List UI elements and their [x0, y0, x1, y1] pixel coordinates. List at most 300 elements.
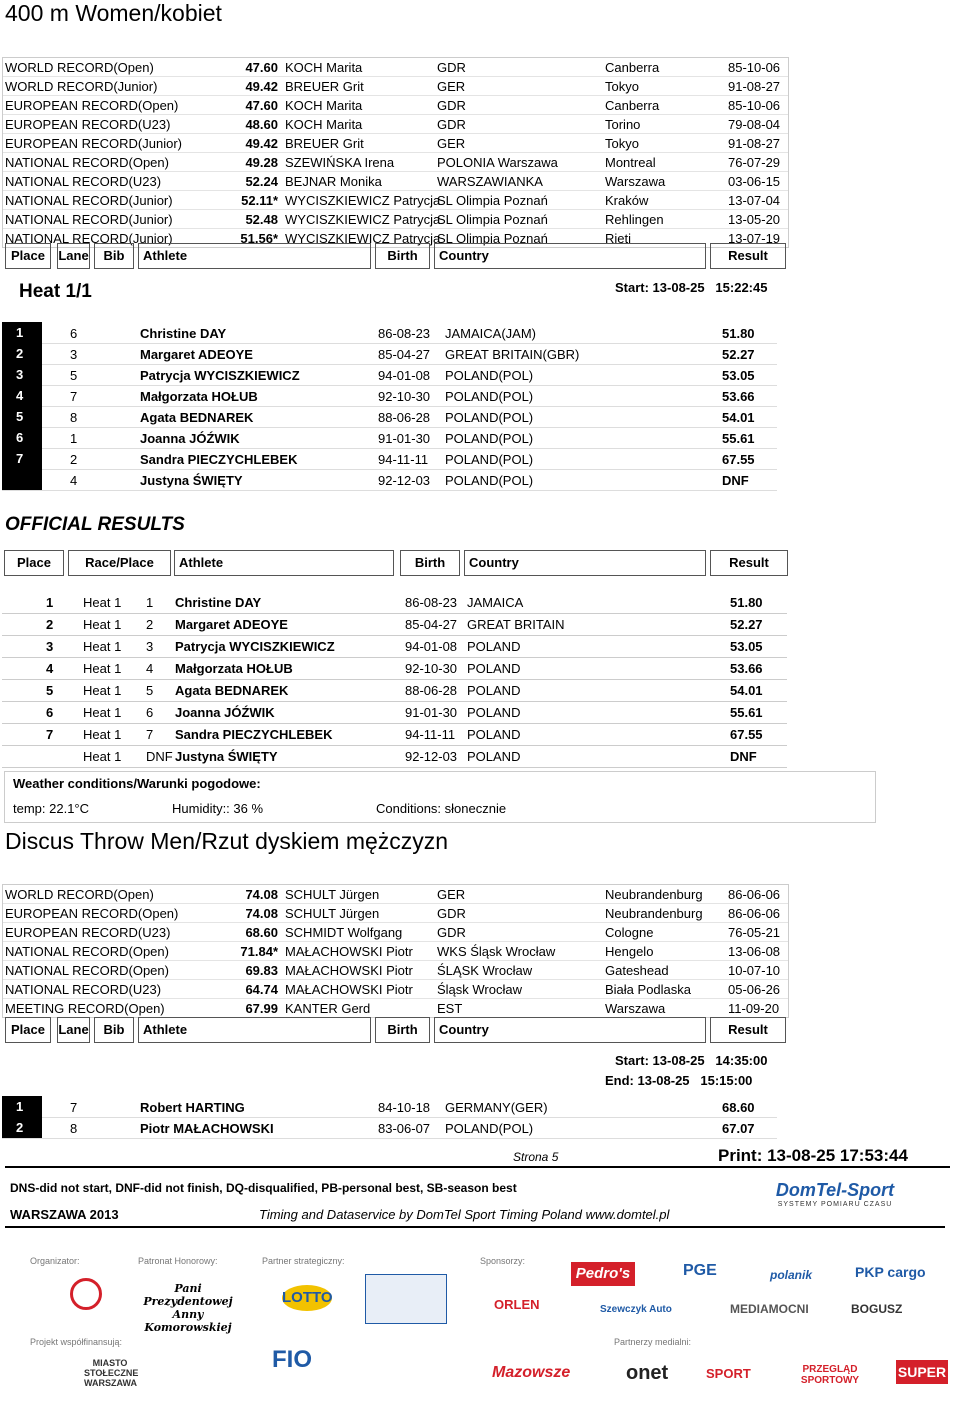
- weather-conditions: Conditions: słonecznie: [376, 801, 507, 816]
- record-result: 52.48: [245, 212, 278, 227]
- result-value: 55.61: [722, 431, 755, 446]
- record-athlete: WYCISZKIEWICZ Patrycja: [285, 231, 441, 246]
- result-athlete: Robert HARTING: [140, 1100, 245, 1115]
- record-name: NATIONAL RECORD(Open): [5, 155, 169, 170]
- record-athlete: BREUER Grit: [285, 136, 364, 151]
- record-place: Cologne: [605, 925, 654, 940]
- official-race-place: 6: [146, 705, 154, 720]
- fio-logo: FIO: [272, 1346, 312, 1373]
- header-athlete: Athlete: [174, 550, 394, 576]
- weather-box: [4, 771, 876, 823]
- record-name: MEETING RECORD(Open): [5, 1001, 165, 1016]
- official-race-place: 5: [146, 683, 154, 698]
- result-country: POLAND(POL): [445, 389, 534, 404]
- header-result: Result: [710, 243, 786, 269]
- official-birth: 86-08-23: [405, 595, 458, 610]
- official-result: 67.55: [730, 727, 763, 742]
- result-row: [2, 343, 777, 365]
- official-result: 53.05: [730, 639, 763, 654]
- record-club: POLONIA Warszawa: [437, 155, 558, 170]
- footer-rule-2: [5, 1226, 945, 1228]
- official-result: 51.80: [730, 595, 763, 610]
- result-value: 67.07: [722, 1121, 755, 1136]
- official-place: 3: [46, 639, 54, 654]
- result-value: 67.55: [722, 452, 755, 467]
- result-birth: 84-10-18: [378, 1100, 431, 1115]
- record-athlete: BEJNAR Monika: [285, 174, 382, 189]
- official-place: 6: [46, 705, 54, 720]
- official-race-place: 4: [146, 661, 154, 676]
- record-date: 86-06-06: [728, 887, 781, 902]
- result-athlete: Piotr MAŁACHOWSKI: [140, 1121, 274, 1136]
- official-country: POLAND: [467, 661, 521, 676]
- header-place: Place: [5, 1017, 51, 1043]
- result-value: 52.27: [722, 347, 755, 362]
- record-date: 76-05-21: [728, 925, 781, 940]
- result-row: [2, 322, 777, 344]
- result-country: POLAND(POL): [445, 473, 534, 488]
- official-heat: Heat 1: [83, 661, 122, 676]
- record-place: Montreal: [605, 155, 656, 170]
- record-row: [3, 961, 788, 980]
- result-athlete: Margaret ADEOYE: [140, 347, 253, 362]
- record-name: NATIONAL RECORD(Junior): [5, 212, 173, 227]
- official-country: POLAND: [467, 749, 521, 764]
- weather-humidity: Humidity:: 36 %: [172, 801, 264, 816]
- record-result: 68.60: [245, 925, 278, 940]
- result-birth: 83-06-07: [378, 1121, 431, 1136]
- record-result: 69.83: [245, 963, 278, 978]
- footer-rule: [5, 1166, 950, 1168]
- record-row: [3, 923, 788, 942]
- record-athlete: MAŁACHOWSKI Piotr: [285, 982, 413, 997]
- sponsor-label: Organizator:: [30, 1256, 80, 1266]
- record-result: 49.42: [245, 136, 278, 151]
- official-heat: Heat 1: [83, 595, 122, 610]
- result-lane: 7: [70, 389, 78, 404]
- record-club: GDR: [437, 98, 466, 113]
- header-country: Country: [464, 550, 706, 576]
- record-result: 47.60: [245, 60, 278, 75]
- warszawa-logo: MIASTO STOŁECZNE WARSZAWA: [84, 1358, 139, 1388]
- mediamocni-logo: MEDIAMOCNI: [730, 1302, 809, 1316]
- record-date: 13-06-08: [728, 944, 781, 959]
- sponsor-label: Patronat Honorowy:: [138, 1256, 218, 1266]
- official-results-title: OFFICIAL RESULTS: [5, 514, 185, 535]
- record-club: GER: [437, 136, 466, 151]
- record-row: [3, 153, 788, 172]
- official-athlete: Joanna JÓŹWIK: [175, 705, 275, 720]
- result-place: 5: [2, 406, 42, 427]
- record-athlete: KOCH Marita: [285, 98, 363, 113]
- record-place: Warszawa: [605, 1001, 666, 1016]
- record-club: SL Olimpia Poznań: [437, 212, 548, 227]
- official-athlete: Patrycja WYCISZKIEWICZ: [175, 639, 335, 654]
- header-country: Country: [434, 243, 706, 269]
- sponsor-label: Partnerzy medialni:: [614, 1337, 692, 1347]
- official-birth: 91-01-30: [405, 705, 458, 720]
- header-result: Result: [710, 550, 788, 576]
- ministry-logo-icon: [365, 1274, 447, 1324]
- record-club: Śląsk Wrocław: [437, 982, 523, 997]
- record-date: 85-10-06: [728, 98, 781, 113]
- official-country: POLAND: [467, 727, 521, 742]
- record-place: Kraków: [605, 193, 649, 208]
- official-athlete: Agata BEDNAREK: [175, 683, 289, 698]
- official-heat: Heat 1: [83, 639, 122, 654]
- record-club: GDR: [437, 906, 466, 921]
- record-date: 85-10-06: [728, 60, 781, 75]
- official-result: DNF: [730, 749, 757, 764]
- result-country: POLAND(POL): [445, 431, 534, 446]
- record-name: NATIONAL RECORD(Open): [5, 963, 169, 978]
- header-lane: Lane: [57, 1017, 90, 1043]
- record-place: Hengelo: [605, 944, 654, 959]
- result-birth: 92-10-30: [378, 389, 431, 404]
- page-number: Strona 5: [513, 1150, 559, 1164]
- onet-logo: onet: [626, 1362, 669, 1384]
- header-birth: Birth: [375, 1017, 430, 1043]
- record-name: WORLD RECORD(Open): [5, 60, 154, 75]
- result-place: 3: [2, 364, 42, 385]
- result-athlete: Patrycja WYCISZKIEWICZ: [140, 368, 300, 383]
- record-row: [3, 77, 788, 96]
- record-name: EUROPEAN RECORD(Open): [5, 906, 179, 921]
- official-place: 4: [46, 661, 54, 676]
- result-row: [2, 406, 777, 428]
- event-title: Discus Throw Men/Rzut dyskiem mężczyzn: [5, 828, 449, 854]
- przeglad-sportowy-logo: PRZEGLĄD SPORTOWY: [800, 1364, 860, 1386]
- record-row: [3, 134, 788, 153]
- record-row: [3, 115, 788, 134]
- bogusz-logo: BOGUSZ: [851, 1302, 903, 1316]
- domtel-brand: DomTel-Sport: [775, 1180, 895, 1200]
- records-table: [2, 884, 789, 1018]
- record-club: GER: [437, 887, 466, 902]
- result-lane: 1: [70, 431, 78, 446]
- result-lane: 4: [70, 473, 78, 488]
- weather-temp: temp: 22.1°C: [13, 801, 90, 816]
- result-row: [2, 364, 777, 386]
- result-row: [2, 427, 777, 449]
- record-date: 86-06-06: [728, 906, 781, 921]
- record-row: [3, 999, 788, 1017]
- result-place: 1: [2, 322, 42, 343]
- result-birth: 88-06-28: [378, 410, 431, 425]
- weather-title: Weather conditions/Warunki pogodowe:: [13, 776, 261, 791]
- record-athlete: KOCH Marita: [285, 117, 363, 132]
- official-row: [2, 636, 787, 658]
- result-value: DNF: [722, 473, 749, 488]
- record-date: 13-07-19: [728, 231, 781, 246]
- record-club: WKS Śląsk Wrocław: [437, 944, 556, 959]
- record-name: EUROPEAN RECORD(U23): [5, 117, 171, 132]
- official-result: 54.01: [730, 683, 763, 698]
- record-place: Canberra: [605, 60, 660, 75]
- record-result: 48.60: [245, 117, 278, 132]
- record-place: Gateshead: [605, 963, 669, 978]
- result-lane: 7: [70, 1100, 78, 1115]
- heat-title: Heat 1/1: [19, 281, 92, 302]
- result-birth: 94-01-08: [378, 368, 431, 383]
- result-athlete: Justyna ŚWIĘTY: [140, 473, 243, 488]
- result-row: [2, 448, 777, 470]
- header-country: Country: [434, 1017, 706, 1043]
- official-heat: Heat 1: [83, 749, 122, 764]
- official-row: [2, 592, 787, 614]
- record-date: 03-06-15: [728, 174, 781, 189]
- record-row: [3, 172, 788, 191]
- record-club: GER: [437, 79, 466, 94]
- record-result: 47.60: [245, 98, 278, 113]
- official-birth: 85-04-27: [405, 617, 458, 632]
- header-place: Place: [5, 243, 51, 269]
- event-end-time: End: 13-08-25 15:15:00: [605, 1073, 753, 1088]
- record-club: WARSZAWIANKA: [437, 174, 543, 189]
- domtel-logo: [760, 1180, 910, 1208]
- record-name: NATIONAL RECORD(U23): [5, 174, 162, 189]
- result-birth: 85-04-27: [378, 347, 431, 362]
- record-row: [3, 885, 788, 904]
- result-lane: 2: [70, 452, 78, 467]
- record-club: SL Olimpia Poznań: [437, 193, 548, 208]
- result-athlete: Małgorzata HOŁUB: [140, 389, 258, 404]
- result-place: 2: [2, 1117, 42, 1138]
- record-name: NATIONAL RECORD(Junior): [5, 231, 173, 246]
- record-date: 11-09-20: [728, 1001, 780, 1016]
- tvp-sport-logo: SPORT: [706, 1366, 751, 1381]
- record-club: ŚLĄSK Wrocław: [437, 963, 533, 978]
- official-birth: 94-01-08: [405, 639, 458, 654]
- record-row: [3, 904, 788, 923]
- official-heat: Heat 1: [83, 617, 122, 632]
- record-name: WORLD RECORD(Junior): [5, 79, 158, 94]
- record-result: 49.28: [245, 155, 278, 170]
- result-country: JAMAICA(JAM): [445, 326, 536, 341]
- header-result: Result: [710, 1017, 786, 1043]
- result-birth: 86-08-23: [378, 326, 431, 341]
- official-birth: 92-12-03: [405, 749, 458, 764]
- record-date: 91-08-27: [728, 136, 781, 151]
- official-row: [2, 658, 787, 680]
- header-bib: Bib: [94, 243, 134, 269]
- record-name: NATIONAL RECORD(Junior): [5, 193, 173, 208]
- result-lane: 5: [70, 368, 78, 383]
- result-row: [2, 385, 777, 407]
- official-country: POLAND: [467, 639, 521, 654]
- official-athlete: Margaret ADEOYE: [175, 617, 288, 632]
- official-race-place: DNF: [146, 749, 173, 764]
- official-race-place: 7: [146, 727, 154, 742]
- result-value: 53.05: [722, 368, 755, 383]
- result-place: 7: [2, 448, 42, 469]
- record-row: [3, 191, 788, 210]
- record-athlete: SCHMIDT Wolfgang: [285, 925, 403, 940]
- patron-logo: Pani Prezydentowej Anny Komorowskiej: [143, 1282, 233, 1334]
- header-bib: Bib: [94, 1017, 134, 1043]
- official-birth: 94-11-11: [405, 727, 456, 742]
- record-row: [3, 980, 788, 999]
- records-table: [2, 57, 789, 248]
- official-country: POLAND: [467, 683, 521, 698]
- result-value: 54.01: [722, 410, 755, 425]
- record-athlete: WYCISZKIEWICZ Patrycja: [285, 193, 441, 208]
- record-place: Canberra: [605, 98, 660, 113]
- result-value: 53.66: [722, 389, 755, 404]
- result-place: 1: [2, 1096, 42, 1117]
- domtel-subtitle: SYSTEMY POMIARU CZASU: [777, 1201, 893, 1208]
- record-name: EUROPEAN RECORD(U23): [5, 925, 171, 940]
- record-result: 49.42: [245, 79, 278, 94]
- header-place: Place: [4, 550, 64, 576]
- record-athlete: WYCISZKIEWICZ Patrycja: [285, 212, 441, 227]
- record-row: [3, 210, 788, 229]
- header-athlete: Athlete: [138, 1017, 371, 1043]
- record-row: [3, 96, 788, 115]
- event-start-time: Start: 13-08-25 14:35:00: [615, 1053, 768, 1068]
- result-lane: 8: [70, 410, 78, 425]
- official-country: POLAND: [467, 705, 521, 720]
- official-heat: Heat 1: [83, 705, 122, 720]
- result-row: [2, 1096, 777, 1118]
- result-place: [2, 469, 42, 490]
- result-country: POLAND(POL): [445, 410, 534, 425]
- mazowsze-logo: Mazowsze: [492, 1364, 571, 1381]
- pge-logo: PGE: [683, 1262, 717, 1279]
- record-athlete: SCHULT Jürgen: [285, 887, 380, 902]
- event-title: 400 m Women/kobiet: [5, 0, 222, 26]
- record-name: EUROPEAN RECORD(Open): [5, 98, 179, 113]
- record-date: 13-07-04: [728, 193, 781, 208]
- record-club: EST: [437, 1001, 463, 1016]
- result-country: GERMANY(GER): [445, 1100, 548, 1115]
- result-country: POLAND(POL): [445, 368, 534, 383]
- header-race-place: Race/Place: [68, 550, 171, 576]
- record-date: 79-08-04: [728, 117, 781, 132]
- official-place: 1: [46, 595, 54, 610]
- timing-credit: Timing and Dataservice by DomTel Sport Timing Poland www.domtel.pl: [259, 1207, 670, 1222]
- result-place: 6: [2, 427, 42, 448]
- record-result: 64.74: [245, 982, 278, 997]
- record-athlete: KOCH Marita: [285, 60, 363, 75]
- header-birth: Birth: [400, 550, 460, 576]
- record-place: Tokyo: [605, 136, 639, 151]
- print-timestamp: Print: 13-08-25 17:53:44: [718, 1146, 908, 1165]
- super-express-logo: SUPER: [896, 1360, 948, 1384]
- official-row: [2, 702, 787, 724]
- result-athlete: Sandra PIECZYCHLEBEK: [140, 452, 298, 467]
- lotto-logo: LOTTO: [282, 1285, 332, 1311]
- official-athlete: Sandra PIECZYCHLEBEK: [175, 727, 333, 742]
- result-country: POLAND(POL): [445, 1121, 534, 1136]
- kamila-logo-icon: [70, 1278, 102, 1310]
- record-name: EUROPEAN RECORD(Junior): [5, 136, 182, 151]
- orlen-logo: ORLEN: [494, 1297, 540, 1312]
- official-birth: 92-10-30: [405, 661, 458, 676]
- official-race-place: 1: [146, 595, 154, 610]
- official-race-place: 2: [146, 617, 154, 632]
- record-club: SL Olimpia Poznań: [437, 231, 548, 246]
- abbreviation-legend: DNS-did not start, DNF-did not finish, DQ-disqualified, PB-personal best, SB-season best: [10, 1181, 517, 1195]
- official-result: 53.66: [730, 661, 763, 676]
- record-date: 13-05-20: [728, 212, 781, 227]
- sponsor-label: Partner strategiczny:: [262, 1256, 345, 1266]
- official-country: GREAT BRITAIN: [467, 617, 565, 632]
- szewczyk-logo: Szewczyk Auto: [600, 1304, 672, 1315]
- record-place: Warszawa: [605, 174, 666, 189]
- record-result: 67.99: [245, 1001, 278, 1016]
- result-country: GREAT BRITAIN(GBR): [445, 347, 580, 362]
- header-birth: Birth: [375, 243, 430, 269]
- record-name: WORLD RECORD(Open): [5, 887, 154, 902]
- record-place: Neubrandenburg: [605, 906, 703, 921]
- result-athlete: Christine DAY: [140, 326, 227, 341]
- polanik-logo: polanik: [770, 1268, 813, 1282]
- result-lane: 8: [70, 1121, 78, 1136]
- result-value: 51.80: [722, 326, 755, 341]
- official-result: 55.61: [730, 705, 763, 720]
- result-value: 68.60: [722, 1100, 755, 1115]
- result-place: 4: [2, 385, 42, 406]
- record-club: GDR: [437, 925, 466, 940]
- record-athlete: MAŁACHOWSKI Piotr: [285, 944, 413, 959]
- header-athlete: Athlete: [138, 243, 371, 269]
- record-place: Torino: [605, 117, 641, 132]
- result-athlete: Agata BEDNAREK: [140, 410, 254, 425]
- official-place: 7: [46, 727, 54, 742]
- official-athlete: Justyna ŚWIĘTY: [175, 749, 278, 764]
- official-result: 52.27: [730, 617, 763, 632]
- result-birth: 91-01-30: [378, 431, 431, 446]
- record-place: Rehlingen: [605, 212, 664, 227]
- record-place: Tokyo: [605, 79, 639, 94]
- record-club: GDR: [437, 60, 466, 75]
- result-lane: 6: [70, 326, 78, 341]
- official-row: [2, 724, 787, 746]
- official-heat: Heat 1: [83, 683, 122, 698]
- record-result: 52.11*: [241, 193, 278, 208]
- record-date: 91-08-27: [728, 79, 781, 94]
- record-result: 74.08: [245, 906, 278, 921]
- record-name: NATIONAL RECORD(Open): [5, 944, 169, 959]
- record-result: 52.24: [245, 174, 278, 189]
- official-race-place: 3: [146, 639, 154, 654]
- record-result: 71.84*: [240, 944, 278, 959]
- result-birth: 94-11-11: [378, 452, 429, 467]
- record-date: 05-06-26: [728, 982, 781, 997]
- official-country: JAMAICA: [467, 595, 524, 610]
- record-place: Rieti: [605, 231, 632, 246]
- record-result: 51.56*: [240, 231, 278, 246]
- record-athlete: KANTER Gerd: [285, 1001, 371, 1016]
- pkp-cargo-logo: PKP cargo: [855, 1264, 926, 1280]
- record-row: [3, 942, 788, 961]
- official-row: [2, 680, 787, 702]
- official-athlete: Małgorzata HOŁUB: [175, 661, 293, 676]
- result-place: 2: [2, 343, 42, 364]
- result-birth: 92-12-03: [378, 473, 431, 488]
- record-result: 74.08: [245, 887, 278, 902]
- record-place: Biała Podlaska: [605, 982, 691, 997]
- result-country: POLAND(POL): [445, 452, 534, 467]
- official-place: 2: [46, 617, 54, 632]
- record-athlete: SCHULT Jürgen: [285, 906, 380, 921]
- record-date: 10-07-10: [728, 963, 781, 978]
- record-name: NATIONAL RECORD(U23): [5, 982, 162, 997]
- official-heat: Heat 1: [83, 727, 122, 742]
- official-place: 5: [46, 683, 54, 698]
- official-row: [2, 614, 787, 636]
